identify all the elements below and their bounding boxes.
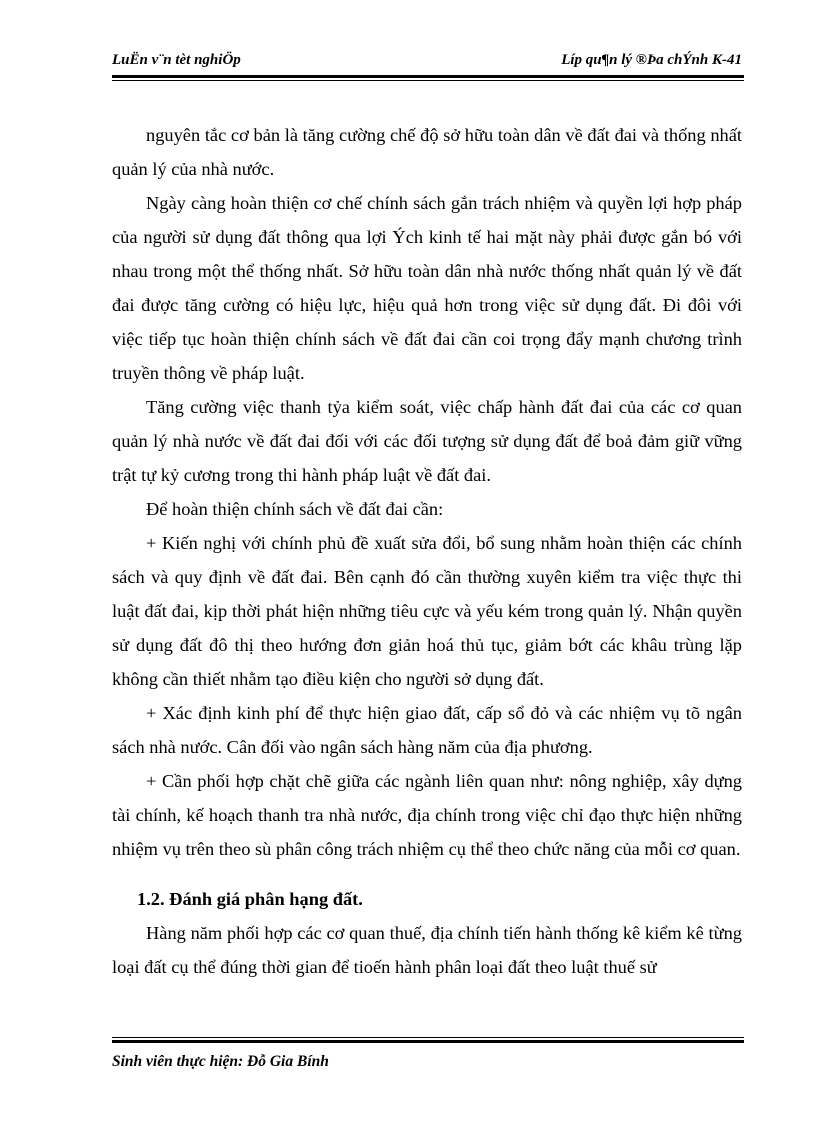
section-heading: 1.2. Đánh giá phân hạng đất. [137,889,363,909]
paragraph-5: + Kiến nghị với chính phủ đề xuất sửa đổi, bổ sung nhằm hoàn thiện các chính sách và quy định về đất đai. Bên cạnh đó cần thường xuyên kiểm tra việc thực thi luật đất đai, kịp thời phát hiện những tiêu cực và yếu kém trong quản lý. Nhận quyền sử dụng đất đô thị theo hướng đơn giản hoá thủ tục, giảm bớt các khâu trùng lặp không cần thiết nhằm tạo điều kiện cho người sở dụng đất. [112,533,742,689]
header-rule-thin [112,80,744,81]
header-left-title: LuËn v¨n tèt nghiÖp [112,52,241,68]
footer-rule-thin [112,1037,744,1038]
paragraph-3: Tăng cường việc thanh tỷa kiểm soát, việc chấp hành đất đai của các cơ quan quản lý nhà nước về đất đai đối với các đối tượng sử dụng đất để boả đảm giữ vững trật tự kỷ cương trong thi hành pháp luật về đất đai. [112,397,742,485]
paragraph-6: + Xác định kinh phí để thực hiện giao đất, cấp sổ đỏ và các nhiệm vụ tõ ngân sách nhà nước. Cân đối vào ngân sách hàng năm của địa phương. [112,703,742,757]
paragraph-7: + Cần phối hợp chặt chẽ giữa các ngành liên quan như: nông nghiệp, xây dựng tài chính, kế hoạch thanh tra nhà nước, địa chính trong việc chỉ đạo thực hiện những nhiệm vụ trên theo sù phân công trách nhiệm cụ thể theo chức năng của mỗi cơ quan. [112,771,742,859]
header-rule-thick [112,75,744,78]
footer-rule-thick [112,1040,744,1043]
section-paragraph: Hàng năm phối hợp các cơ quan thuế, địa chính tiến hành thống kê kiểm kê từng loại đất cụ thể đúng thời gian để tioến hành phân loại đất theo luật thuế sử [112,923,742,977]
page-footer: Sinh viên thực hiện: Đỗ Gia Bính [112,1053,329,1070]
paragraph-4: Để hoàn thiện chính sách về đất đai cần: [146,499,444,519]
document-body [112,118,742,984]
paragraph-2: Ngày càng hoàn thiện cơ chế chính sách gắn trách nhiệm và quyền lợi hợp pháp của người sử dụng đất thông qua lợi Ých kinh tế hai mặt này phải được gắn bó với nhau trong một thể thống nhất. Sở hữu toàn dân nhà nước thống nhất quản lý về đất đai được tăng cường có hiệu lực, hiệu quả hơn trong việc sử dụng đất. Đi đôi với việc tiếp tục hoàn thiện chính sách về đất đai cần coi trọng đẩy mạnh chương trình truyền thông về pháp luật. [112,193,742,383]
paragraph-1: nguyên tắc cơ bản là tăng cường chế độ sở hữu toàn dân về đất đai và thống nhất quản lý của nhà nước. [112,125,742,179]
page-header [112,52,742,74]
header-right-title: Líp qu¶n lý ®Þa chÝnh K-41 [561,52,742,68]
